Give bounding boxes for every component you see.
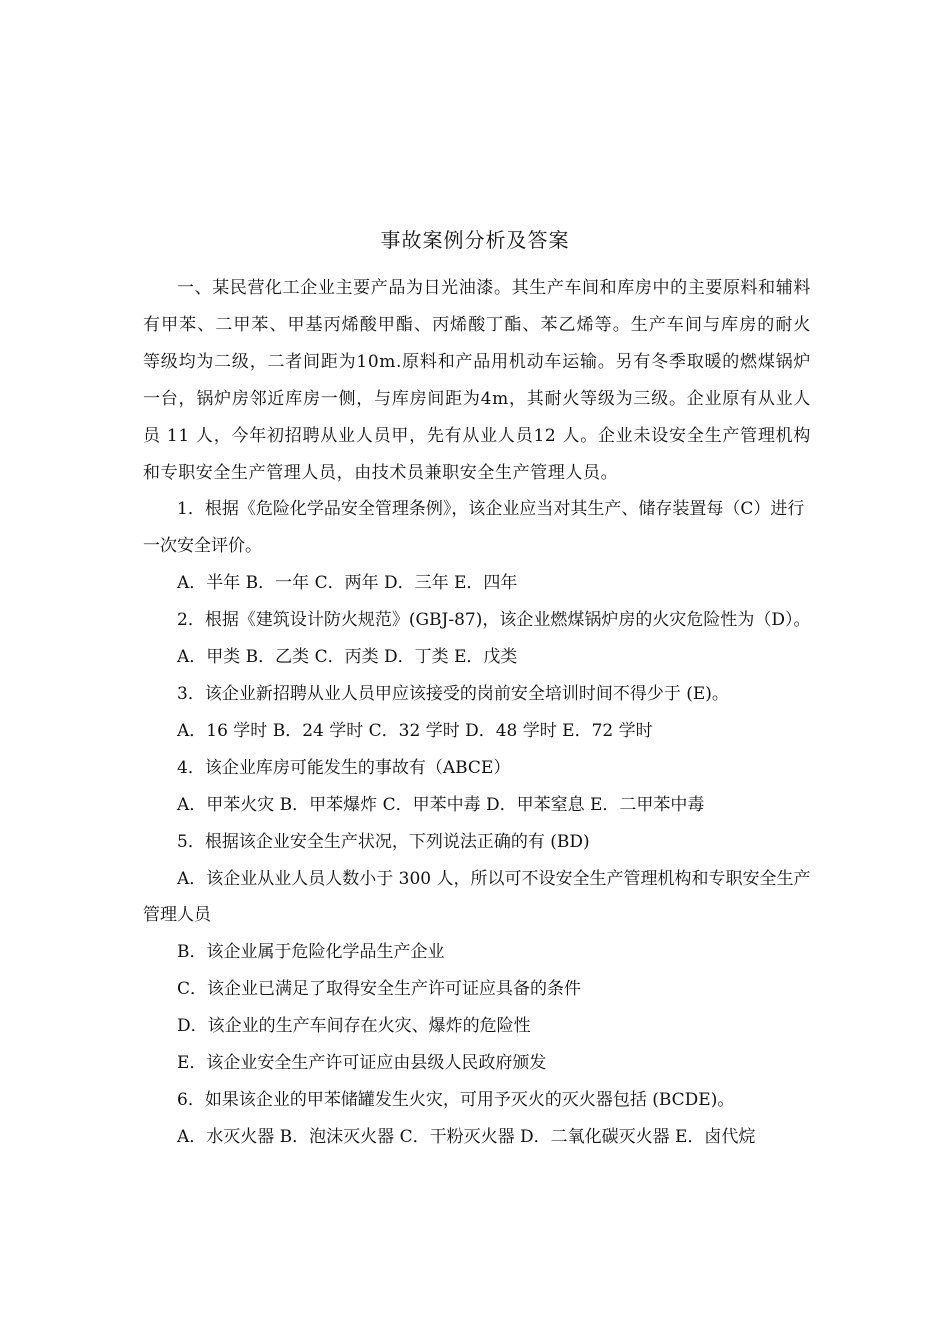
question-2: 2．根据《建筑设计防火规范》(GBJ-87)，该企业燃煤锅炉房的火灾危险性为（D）。 xyxy=(177,610,811,631)
document-body xyxy=(143,270,811,1156)
question-6: 6．如果该企业的甲苯储罐发生火灾，可用予灭火的灭火器包括 (BCDE)。 xyxy=(177,1089,735,1110)
question-5: 5．根据该企业安全生产状况，下列说法正确的有 (BD) xyxy=(177,831,590,852)
question-6-options: A．水灭火器 B．泡沫灭火器 C．干粉灭火器 D．二氧化碳灭火器 E．卤代烷 xyxy=(177,1126,756,1147)
question-1: 1．根据《危险化学品安全管理条例》，该企业应当对其生产、储存装置每（C）进行一次安全评价。 xyxy=(143,499,805,557)
question-5-option-d: D．该企业的生产车间存在火灾、爆炸的危险性 xyxy=(177,1016,531,1037)
question-5-option-e: E．该企业安全生产许可证应由县级人民政府颁发 xyxy=(177,1053,547,1074)
question-4: 4．该企业库房可能发生的事故有（ABCE） xyxy=(177,757,511,778)
document-title: 事故案例分析及答案 xyxy=(380,228,570,252)
question-3: 3．该企业新招聘从业人员甲应该接受的岗前安全培训时间不得少于 (E)。 xyxy=(177,683,729,704)
case-description: 一、某民营化工企业主要产品为日光油漆。其生产车间和库房中的主要原料和辅料有甲苯、二甲苯、甲基丙烯酸甲酯、丙烯酸丁酯、苯乙烯等。生产车间与库房的耐火等级均为二级，二者间距为10m.原料和产品用机动车运输。另有冬季取暖的燃煤锅炉一台，锅炉房邻近库房一侧，与库房间距为4m，其耐火等级为三级。企业原有从业人员 11 人，今年初招聘从业人员甲，先有从业人员12 人。企业未设安全生产管理机构和专职安全生产管理人员，由技术员兼职安全生产管理人员。 xyxy=(143,278,811,483)
question-2-options: A．甲类 B．乙类 C．丙类 D．丁类 E．戊类 xyxy=(177,647,518,668)
question-3-options: A．16 学时 B．24 学时 C．32 学时 D．48 学时 E．72 学时 xyxy=(177,720,653,741)
question-5-option-c: C．该企业已满足了取得安全生产许可证应具备的条件 xyxy=(177,979,582,1000)
question-5-option-b: B．该企业属于危险化学品生产企业 xyxy=(177,942,445,963)
question-4-options: A．甲苯火灾 B．甲苯爆炸 C．甲苯中毒 D．甲苯窒息 E．二甲苯中毒 xyxy=(177,794,705,815)
question-1-options: A．半年 B．一年 C．两年 D．三年 E．四年 xyxy=(177,573,518,594)
question-5-option-a: A．该企业从业人员人数小于 300 人，所以可不设安全生产管理机构和专职安全生产管理人员 xyxy=(143,868,811,926)
